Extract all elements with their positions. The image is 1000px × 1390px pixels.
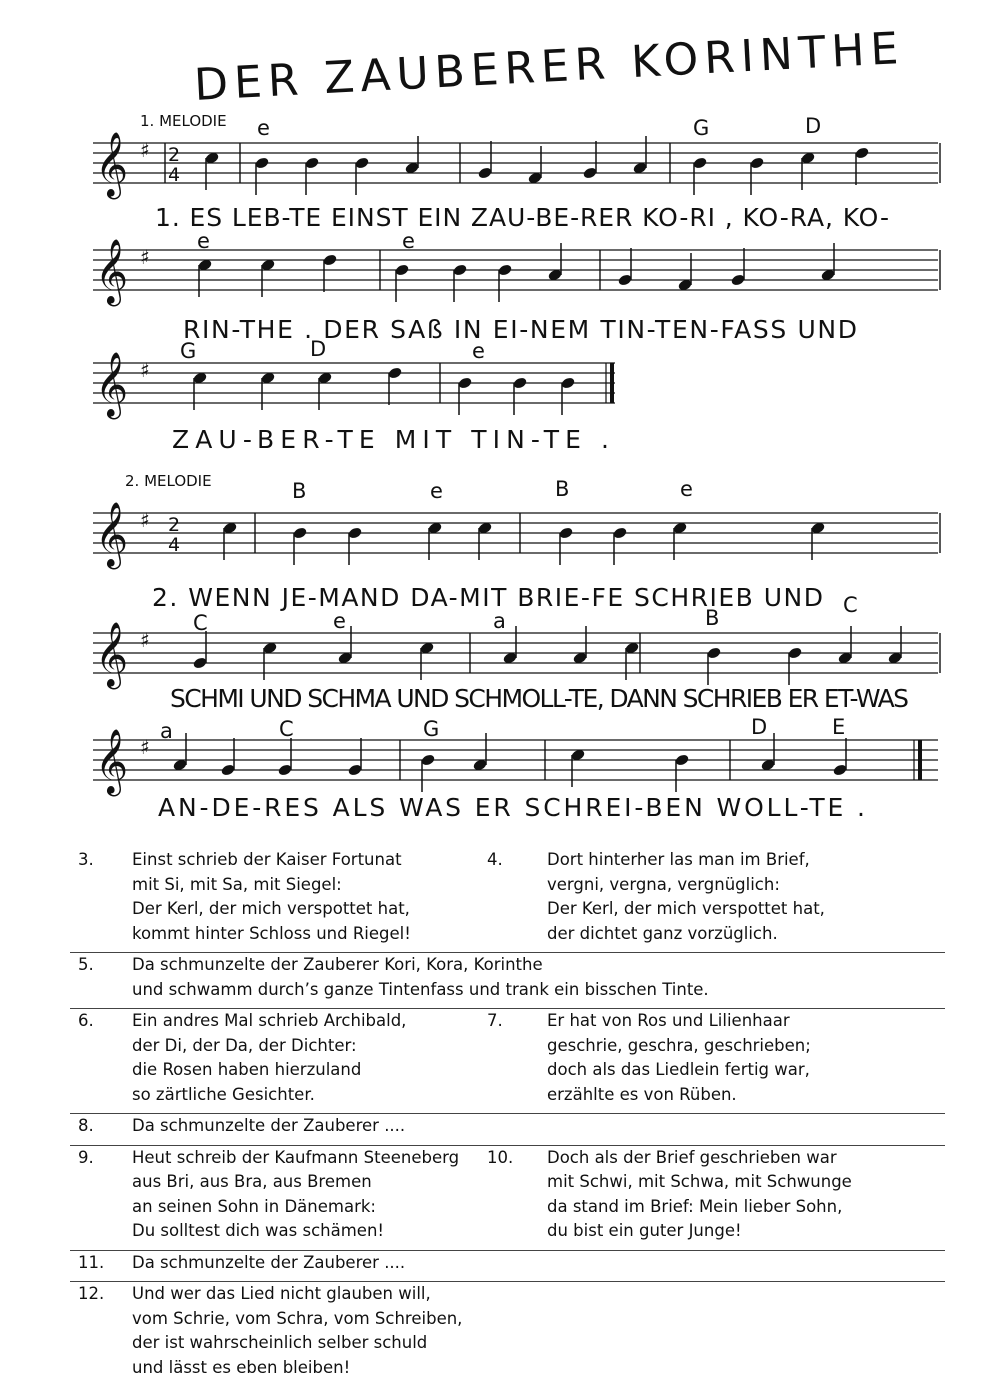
verse-line: doch als das Liedlein fertig war, — [547, 1060, 810, 1079]
chord: D — [805, 114, 822, 138]
lyric-line: 1. ES LEB-TE EINST EIN ZAU-BE-RER KO-RI , KO-RA, KO- — [155, 203, 890, 232]
verse-row — [70, 1251, 945, 1283]
staff — [93, 352, 615, 419]
staff — [93, 239, 940, 306]
treble-clef-icon: 𝄞 — [95, 239, 129, 304]
chord: a — [493, 609, 506, 633]
verse-number: 3. — [78, 850, 94, 869]
verse-line: der ist wahrscheinlich selber schuld — [132, 1333, 428, 1352]
verse-line: Doch als der Brief geschrieben war — [547, 1147, 837, 1167]
verse-number: 11. — [78, 1252, 105, 1272]
lyric-line: SCHMI UND SCHMA UND SCHMOLL-TE, DANN SCHRIEB ER ET-WAS — [170, 684, 910, 713]
chord: e — [333, 609, 346, 633]
treble-clef-icon: 𝄞 — [95, 502, 129, 567]
verse-row — [70, 1009, 945, 1114]
treble-clef-icon: 𝄞 — [95, 352, 129, 417]
treble-clef-icon: 𝄞 — [95, 622, 129, 687]
chord: B — [555, 477, 570, 501]
chord: G — [180, 339, 197, 363]
time-signature: 2 — [168, 514, 181, 536]
verse-number: 8. — [78, 1116, 94, 1135]
time-signature: 4 — [168, 164, 181, 186]
verse-line: Dort hinterher las man im Brief, — [547, 850, 810, 869]
staff — [93, 729, 938, 796]
chord: e — [680, 477, 693, 501]
verse-text — [132, 848, 487, 946]
melody1-label: 1. MELODIE — [140, 112, 227, 130]
chord: C — [193, 611, 208, 635]
verse-row — [70, 1114, 945, 1146]
note-group — [197, 243, 836, 302]
verse-line: Da schmunzelte der Zauberer Kori, Kora, Korinthe — [132, 955, 543, 974]
chord: e — [472, 339, 485, 363]
lyric-line: AN-DE-RES ALS WAS ER SCHREI-BEN WOLL-TE . — [158, 793, 866, 822]
time-signature: 2 — [168, 144, 181, 166]
verse-line: Da schmunzelte der Zauberer .... — [132, 1116, 406, 1135]
sharp-icon: ♯ — [140, 628, 150, 652]
verse-row — [70, 1146, 945, 1251]
treble-clef-icon: 𝄞 — [95, 132, 129, 197]
chord: B — [705, 606, 720, 630]
song-title: DER ZAUBERER KORINTHE — [192, 22, 906, 111]
verse-line: der Di, der Da, der Dichter: — [132, 1035, 357, 1055]
verse-line: kommt hinter Schloss und Riegel! — [132, 923, 411, 943]
verse-line: aus Bri, aus Bra, aus Bremen — [132, 1172, 372, 1191]
verse-text — [547, 1009, 927, 1107]
verse-text — [132, 953, 932, 1002]
lyric-line: ZAU-BER-TE MIT TIN-TE . — [172, 425, 610, 454]
chord: D — [751, 715, 768, 739]
lyric-line: RIN-THE . DER SAß IN EI-NEM TIN-TEN-FASS UND — [183, 315, 858, 344]
lyric-line: 2. WENN JE-MAND DA-MIT BRIE-FE SCHRIEB UND — [152, 583, 824, 612]
sharp-icon: ♯ — [140, 358, 150, 382]
verse-row — [70, 1282, 945, 1386]
note-group — [204, 136, 870, 195]
verse-line: der dichtet ganz vorzüglich. — [547, 923, 778, 943]
verse-line: mit Si, mit Sa, mit Siegel: — [132, 874, 342, 894]
chord: D — [310, 337, 327, 361]
verse-line: vergni, vergna, vergnüglich: — [547, 874, 780, 894]
verse-line: da stand im Brief: Mein lieber Sohn, — [547, 1196, 843, 1216]
time-signature: 4 — [168, 534, 181, 556]
verse-line: Ein andres Mal schrieb Archibald, — [132, 1011, 407, 1030]
verses-table — [70, 848, 945, 1386]
verse-line: Einst schrieb der Kaiser Fortunat — [132, 850, 402, 869]
treble-clef-icon: 𝄞 — [95, 729, 129, 794]
verse-line: Er hat von Ros und Lilienhaar — [547, 1011, 790, 1030]
verse-text — [132, 1251, 932, 1276]
sharp-icon: ♯ — [140, 508, 150, 532]
verse-number: 12. — [78, 1284, 105, 1303]
verse-line: Der Kerl, der mich verspottet hat, — [547, 899, 825, 918]
verse-text — [132, 1009, 487, 1107]
verse-row — [70, 848, 945, 953]
verse-line: und schwamm durch’s ganze Tintenfass und trank ein bisschen Tinte. — [132, 979, 709, 999]
verse-line: Heut schreib der Kaufmann Steeneberg — [132, 1147, 460, 1167]
verse-line: Du solltest dich was schämen! — [132, 1221, 385, 1240]
note-group — [172, 733, 848, 792]
verse-number: 6. — [78, 1011, 94, 1030]
chord: e — [197, 229, 210, 253]
staff — [93, 502, 940, 569]
verse-number: 9. — [78, 1147, 94, 1167]
note-group — [192, 626, 903, 685]
sharp-icon: ♯ — [140, 735, 150, 759]
verse-line: Und wer das Lied nicht glauben will, — [132, 1284, 431, 1303]
verse-line: an seinen Sohn in Dänemark: — [132, 1196, 376, 1216]
melody2-label: 2. MELODIE — [125, 472, 212, 490]
verse-row — [70, 953, 945, 1009]
verse-line: und lässt es eben bleiben! — [132, 1357, 351, 1377]
verse-number: 7. — [487, 1011, 503, 1030]
verse-line: erzählte es von Rüben. — [547, 1084, 737, 1104]
staff — [93, 132, 940, 199]
chord: E — [832, 715, 846, 739]
verse-line: Da schmunzelte der Zauberer .... — [132, 1252, 406, 1272]
verse-number: 4. — [487, 850, 503, 869]
verse-number: 5. — [78, 955, 94, 974]
verse-line: so zärtliche Gesichter. — [132, 1084, 315, 1104]
verse-text — [132, 1146, 487, 1244]
verse-line: vom Schrie, vom Schra, vom Schreiben, — [132, 1308, 463, 1328]
verse-line: Der Kerl, der mich verspottet hat, — [132, 899, 410, 918]
chord: e — [257, 116, 270, 140]
sharp-icon: ♯ — [140, 245, 150, 269]
chord: G — [423, 717, 440, 741]
chord: B — [292, 479, 307, 503]
verse-text — [132, 1282, 932, 1380]
chord: a — [160, 719, 173, 743]
verse-text — [132, 1114, 932, 1139]
chord: e — [402, 229, 415, 253]
verse-number: 10. — [487, 1147, 514, 1167]
chord: G — [693, 116, 710, 140]
chord: C — [279, 717, 294, 741]
verse-text — [547, 1146, 927, 1244]
verse-line: mit Schwi, mit Schwa, mit Schwunge — [547, 1172, 852, 1191]
sharp-icon: ♯ — [140, 138, 150, 162]
verse-text — [547, 848, 927, 946]
chord: C — [843, 593, 858, 617]
chord: e — [430, 479, 443, 503]
verse-line: du bist ein guter Junge! — [547, 1221, 742, 1240]
verse-line: geschrie, geschra, geschrieben; — [547, 1035, 811, 1055]
verse-line: die Rosen haben hierzuland — [132, 1060, 362, 1079]
